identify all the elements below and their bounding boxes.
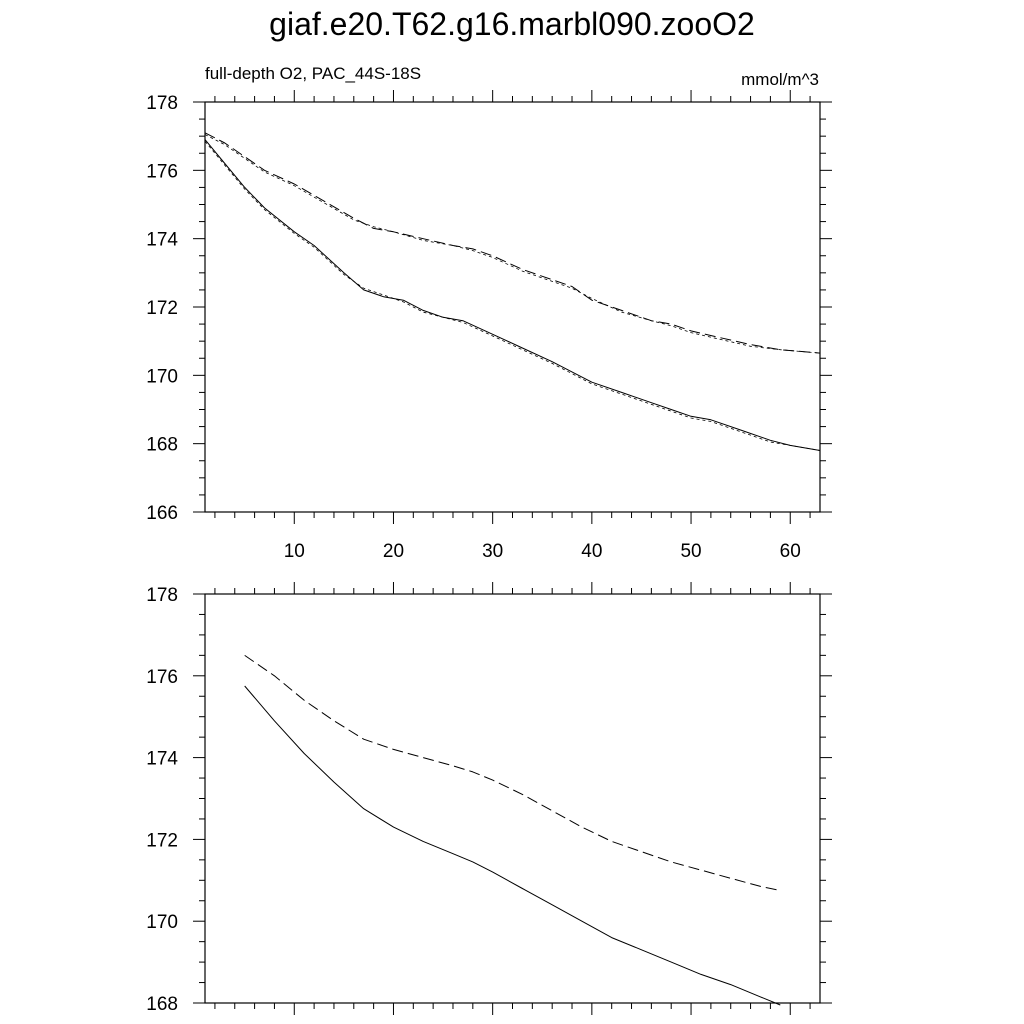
p0-series-dashed-0 bbox=[205, 133, 820, 353]
p0-ytick-label: 174 bbox=[146, 229, 178, 251]
p1-ytick-label: 178 bbox=[146, 585, 178, 606]
p0-ytick-label: 166 bbox=[146, 503, 178, 524]
p0-ytick-label: 172 bbox=[146, 298, 178, 319]
p1-ytick-label: 168 bbox=[146, 994, 178, 1015]
p1-ytick-label: 172 bbox=[146, 830, 178, 852]
p0-xtick-label: 20 bbox=[382, 541, 405, 562]
p1-frame bbox=[205, 594, 820, 1003]
p0-ytick-label: 170 bbox=[146, 366, 178, 388]
p0-xtick-label: 40 bbox=[581, 541, 603, 562]
p1-series-solid-1 bbox=[245, 686, 781, 1005]
p0-ytick-label: 178 bbox=[146, 93, 178, 114]
p0-frame bbox=[205, 102, 820, 512]
p0-xtick-label: 30 bbox=[482, 541, 504, 562]
units-label: mmol/m^3 bbox=[741, 70, 819, 89]
p0-xtick-label: 60 bbox=[779, 541, 801, 562]
p1-ytick-label: 176 bbox=[146, 666, 178, 688]
p0-xtick-label: 10 bbox=[283, 541, 305, 562]
p0-series-dotted-1 bbox=[205, 135, 820, 354]
p0-ytick-label: 176 bbox=[146, 161, 178, 183]
p1-ytick-label: 170 bbox=[146, 912, 178, 934]
region-label: full-depth O2, PAC_44S-18S bbox=[205, 64, 422, 83]
p1-ytick-label: 174 bbox=[146, 748, 178, 770]
p0-ytick-label: 168 bbox=[146, 434, 178, 456]
p0-series-dotted-3 bbox=[205, 141, 820, 450]
main-title: giaf.e20.T62.g16.marbl090.zooO2 bbox=[269, 6, 755, 42]
p0-xtick-label: 50 bbox=[680, 541, 702, 562]
